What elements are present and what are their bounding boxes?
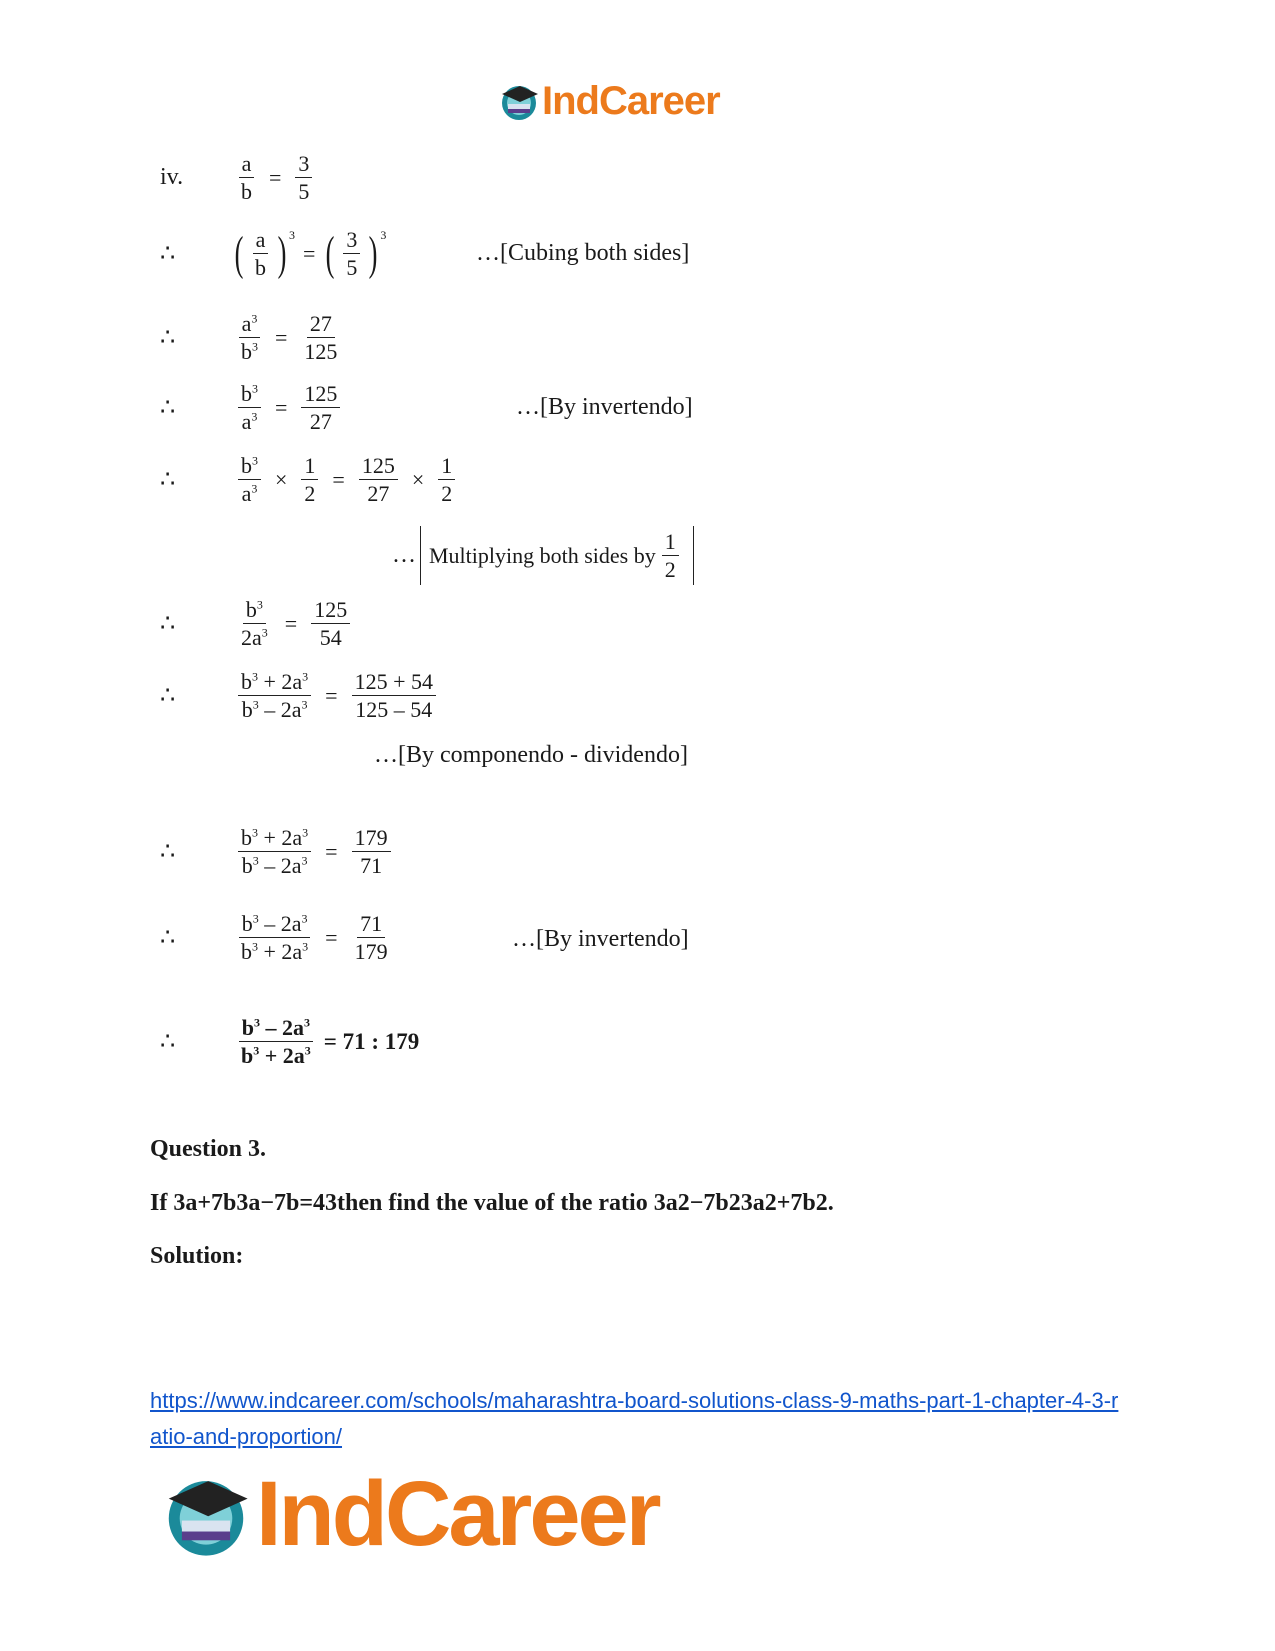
step-2: ∴ ( $\frac{a}{b}$ ) 3 = ( $\frac{3}{5}$ ) 3 — [160, 226, 387, 281]
indcareer-logo-top — [498, 80, 720, 122]
question-text: If 3a+7b3a−7b=43then find the value of the ratio 3a2−7b23a2+7b2. — [150, 1190, 834, 1216]
reason-componendo-dividendo: …[By componendo - dividendo] — [374, 742, 688, 768]
graduation-cap-icon — [160, 1468, 252, 1560]
reason-invertendo-1: …[By invertendo] — [516, 394, 693, 420]
step-1: iv. $\frac{a}{b}$ = $\frac{3}{5}$ — [160, 152, 318, 203]
reason-cubing: …[Cubing both sides] — [476, 240, 690, 266]
fraction-a-b: $\frac{a}{b}$ — [238, 152, 255, 203]
step-7: ∴ $\frac{b^3 + 2a^3}{b^3 - 2a^3}$ = $\frac{125 + 54}{125 - 54}$ — [160, 670, 442, 721]
graduation-cap-icon — [498, 80, 540, 122]
step-4: ∴ $\frac{b^3}{a^3}$ = $\frac{125}{27}$ — [160, 382, 346, 433]
reason-invertendo-2: …[By invertendo] — [512, 926, 689, 952]
source-link[interactable]: https://www.indcareer.com/schools/maharashtra-board-solutions-class-9-maths-part-1-chapter-4-3-ratio-and-proportion/ — [150, 1388, 1119, 1449]
therefore-symbol: ∴ — [160, 241, 176, 268]
step-6: ∴ $\frac{b^3}{2a^3}$ = $\frac{125}{54}$ — [160, 598, 356, 649]
fraction-3-5: $\frac{3}{5}$ — [295, 152, 312, 203]
reason-multiplying: … Multiplying both sides by $\frac{1}{2}$ — [392, 526, 694, 585]
step-3: ∴ $\frac{a^3}{b^3}$ = $\frac{27}{125}$ — [160, 311, 338, 365]
solution-label: Solution: — [150, 1243, 244, 1269]
step-10-result: ∴ $\frac{b^3 - 2a^3}{b^3 + 2a^3}$ = 71 : 179 — [160, 1015, 420, 1069]
part-label: iv. — [160, 164, 184, 191]
step-9: ∴ $\frac{b^3 - 2a^3}{b^3 + 2a^3}$ = $\frac{71}{179}$ — [160, 911, 388, 965]
indcareer-logo-bottom — [160, 1463, 659, 1565]
logo-wordmark: IndCareer — [542, 79, 720, 123]
step-5: ∴ $\frac{b^3}{a^3}$ × $\frac{1}{2}$ = $\frac{125}{27}$ × $\frac{1}{2}$ — [160, 454, 461, 505]
final-ratio: = 71 : 179 — [323, 1028, 420, 1054]
logo-wordmark: IndCareer — [256, 1463, 659, 1565]
step-8: ∴ $\frac{b^3 + 2a^3}{b^3 - 2a^3}$ = $\frac{179}{71}$ — [160, 826, 397, 877]
question-title: Question 3. — [150, 1136, 267, 1162]
